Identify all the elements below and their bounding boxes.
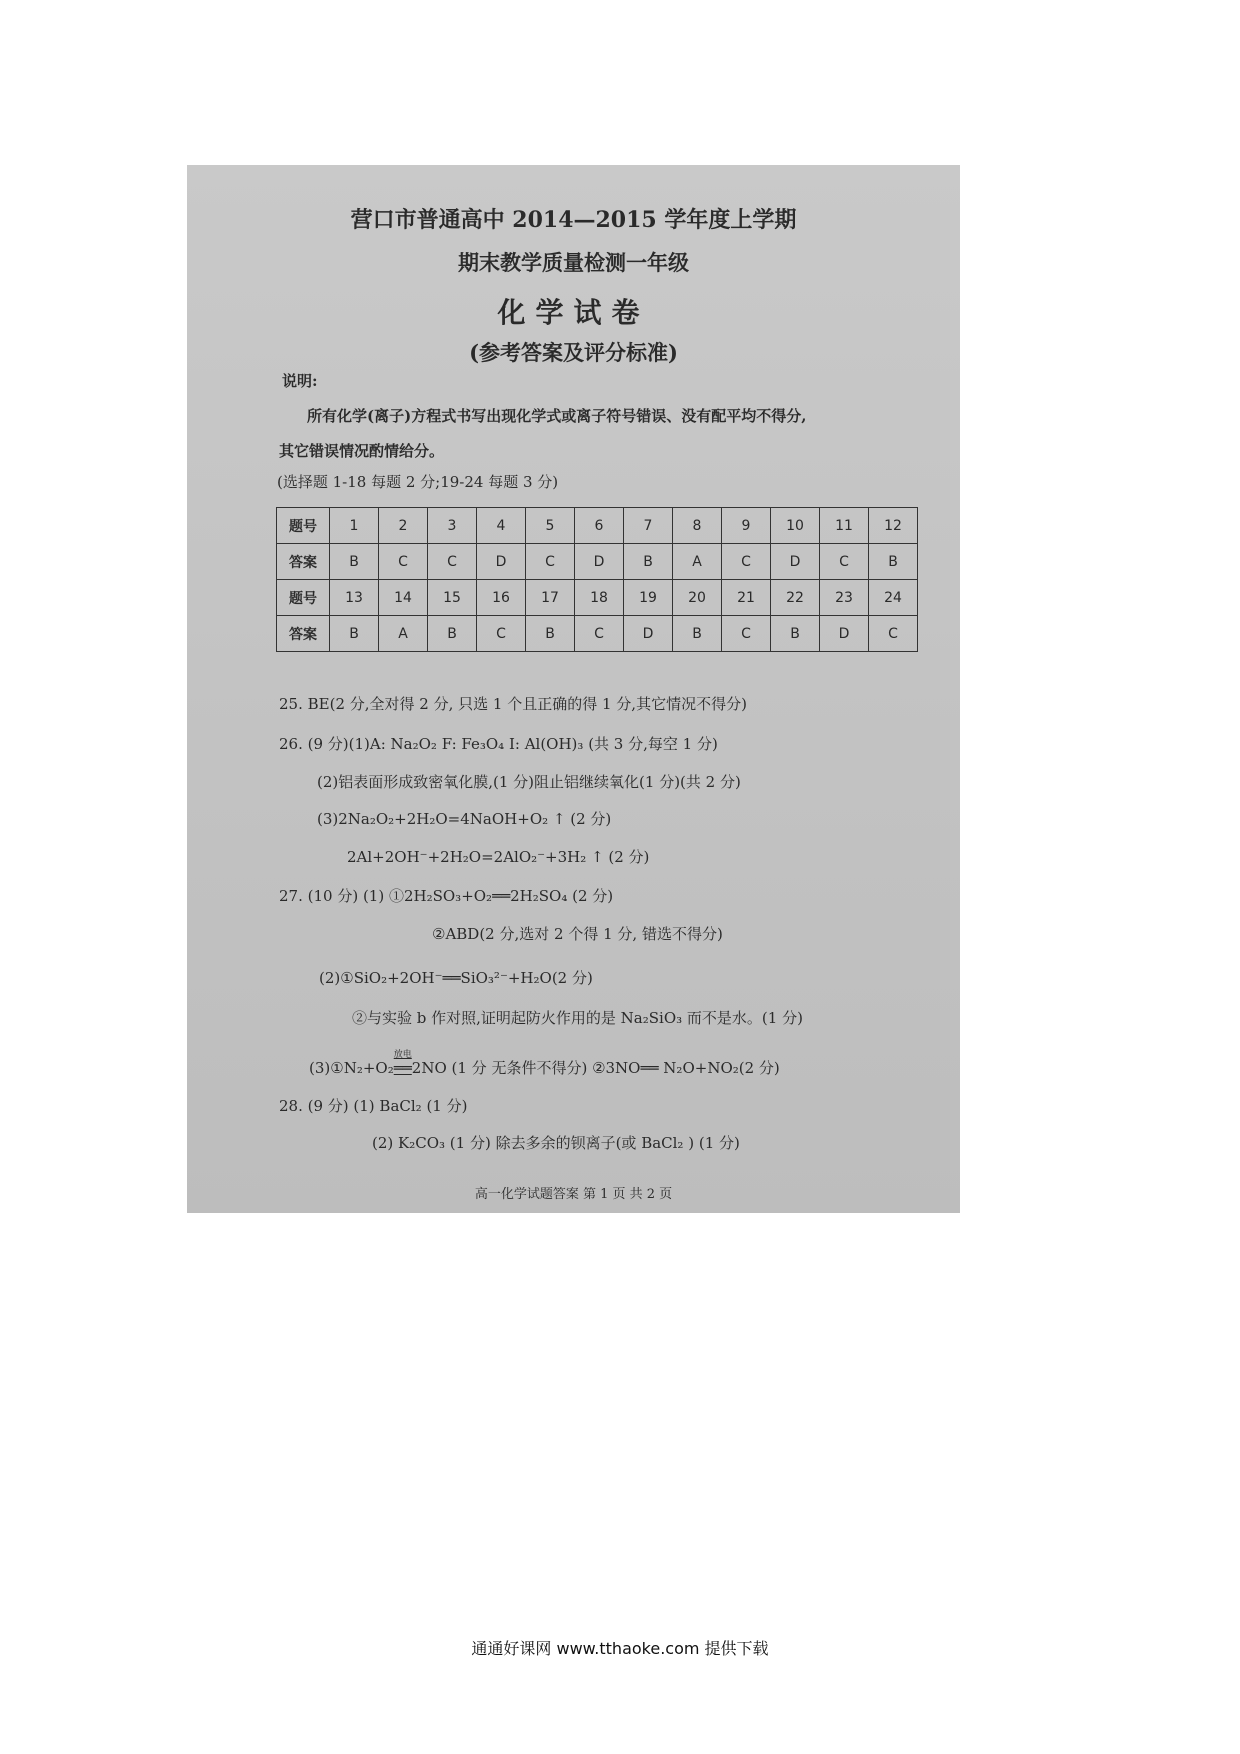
title-exam: 期末教学质量检测一年级 xyxy=(458,250,689,275)
answer-q28-line-1: 28. (9 分) (1) BaCl₂ (1 分) xyxy=(279,1097,468,1115)
table-head-number: 题号 xyxy=(277,580,330,616)
notes-label: 说明: xyxy=(282,372,318,390)
answer-q28-line-2: (2) K₂CO₃ (1 分) 除去多余的钡离子(或 BaCl₂ ) (1 分) xyxy=(372,1134,740,1152)
answer-cell: B xyxy=(330,544,379,580)
question-number: 15 xyxy=(428,580,477,616)
answer-cell: C xyxy=(477,616,526,652)
question-number: 11 xyxy=(820,508,869,544)
answer-cell: C xyxy=(722,616,771,652)
answer-cell: C xyxy=(575,616,624,652)
question-number: 18 xyxy=(575,580,624,616)
answer-q26-line-1: 26. (9 分)(1)A: Na₂O₂ F: Fe₃O₄ I: Al(OH)₃ (共 3 分,每空 1 分) xyxy=(279,735,718,753)
answer-cell: B xyxy=(330,616,379,652)
answer-q27-line-2: ②ABD(2 分,选对 2 个得 1 分, 错选不得分) xyxy=(432,925,723,943)
answer-cell: C xyxy=(428,544,477,580)
reaction-arrow-condition xyxy=(393,1050,412,1077)
title-subject: 化学试卷 xyxy=(497,296,650,329)
question-number: 4 xyxy=(477,508,526,544)
answer-cell: B xyxy=(526,616,575,652)
answer-cell: D xyxy=(771,544,820,580)
answer-cell: B xyxy=(428,616,477,652)
answer-q27-line-4: ②与实验 b 作对照,证明起防火作用的是 Na₂SiO₃ 而不是水。(1 分) xyxy=(352,1009,803,1027)
answer-cell: C xyxy=(869,616,918,652)
table-row-numbers-1 xyxy=(277,508,918,544)
table-row-answers-2 xyxy=(277,616,918,652)
answer-cell: D xyxy=(624,616,673,652)
answer-q27-line-5 xyxy=(309,1050,780,1078)
answer-cell: B xyxy=(673,616,722,652)
download-credit: 通通好课网 www.tthaoke.com 提供下载 xyxy=(471,1639,769,1658)
answer-cell: D xyxy=(477,544,526,580)
answer-cell: B xyxy=(624,544,673,580)
condition-label: 放电 xyxy=(393,1050,412,1060)
title-school: 营口市普通高中 2014—2015 学年度上学期 xyxy=(350,207,797,233)
question-number: 10 xyxy=(771,508,820,544)
double-bar-icon: ══ xyxy=(393,1059,412,1077)
answer-q27-line-1: 27. (10 分) (1) ①2H₂SO₃+O₂══2H₂SO₄ (2 分) xyxy=(279,887,614,905)
answer-q26-line-2: (2)铝表面形成致密氧化膜,(1 分)阻止铝继续氧化(1 分)(共 2 分) xyxy=(317,773,741,791)
question-number: 19 xyxy=(624,580,673,616)
notes-line-2: 其它错误情况酌情给分。 xyxy=(279,442,445,460)
question-number: 13 xyxy=(330,580,379,616)
answer-q27-line-3: (2)①SiO₂+2OH⁻══SiO₃²⁻+H₂O(2 分) xyxy=(319,969,593,987)
table-row-numbers-2 xyxy=(277,580,918,616)
answer-cell: D xyxy=(820,616,869,652)
table-head-number: 题号 xyxy=(277,508,330,544)
question-number: 3 xyxy=(428,508,477,544)
answer-cell: C xyxy=(722,544,771,580)
answer-cell: B xyxy=(869,544,918,580)
answer-q26-line-3: (3)2Na₂O₂+2H₂O=4NaOH+O₂ ↑ (2 分) xyxy=(317,810,612,828)
answer-q26-line-4: 2Al+2OH⁻+2H₂O=2AlO₂⁻+3H₂ ↑ (2 分) xyxy=(347,848,650,866)
answer-cell: C xyxy=(379,544,428,580)
scanned-answer-sheet xyxy=(187,165,960,1213)
answer-table xyxy=(276,507,918,652)
page-footer: 高一化学试题答案 第 1 页 共 2 页 xyxy=(474,1187,673,1202)
question-number: 16 xyxy=(477,580,526,616)
answer-cell: C xyxy=(820,544,869,580)
answer-cell: C xyxy=(526,544,575,580)
q27-reaction-right: 2NO (1 分 无条件不得分) ②3NO══ N₂O+NO₂(2 分) xyxy=(411,1059,780,1077)
question-number: 22 xyxy=(771,580,820,616)
question-number: 23 xyxy=(820,580,869,616)
table-head-answer: 答案 xyxy=(277,616,330,652)
question-number: 2 xyxy=(379,508,428,544)
question-number: 24 xyxy=(869,580,918,616)
question-number: 14 xyxy=(379,580,428,616)
question-number: 8 xyxy=(673,508,722,544)
title-answer-key: (参考答案及评分标准) xyxy=(469,340,678,365)
answer-cell: A xyxy=(379,616,428,652)
question-number: 9 xyxy=(722,508,771,544)
question-number: 20 xyxy=(673,580,722,616)
question-number: 17 xyxy=(526,580,575,616)
table-row-answers-1 xyxy=(277,544,918,580)
question-number: 5 xyxy=(526,508,575,544)
answer-cell: D xyxy=(575,544,624,580)
answer-cell: B xyxy=(771,616,820,652)
notes-line-1: 所有化学(离子)方程式书写出现化学式或离子符号错误、没有配平均不得分, xyxy=(307,407,807,425)
answer-cell: A xyxy=(673,544,722,580)
question-number: 7 xyxy=(624,508,673,544)
question-number: 6 xyxy=(575,508,624,544)
question-number: 21 xyxy=(722,580,771,616)
question-number: 1 xyxy=(330,508,379,544)
q27-reaction-left: (3)①N₂+O₂ xyxy=(309,1059,394,1077)
answer-q25: 25. BE(2 分,全对得 2 分, 只选 1 个且正确的得 1 分,其它情况不得分) xyxy=(279,695,747,713)
notes-line-3: (选择题 1-18 每题 2 分;19-24 每题 3 分) xyxy=(277,473,559,491)
table-head-answer: 答案 xyxy=(277,544,330,580)
question-number: 12 xyxy=(869,508,918,544)
